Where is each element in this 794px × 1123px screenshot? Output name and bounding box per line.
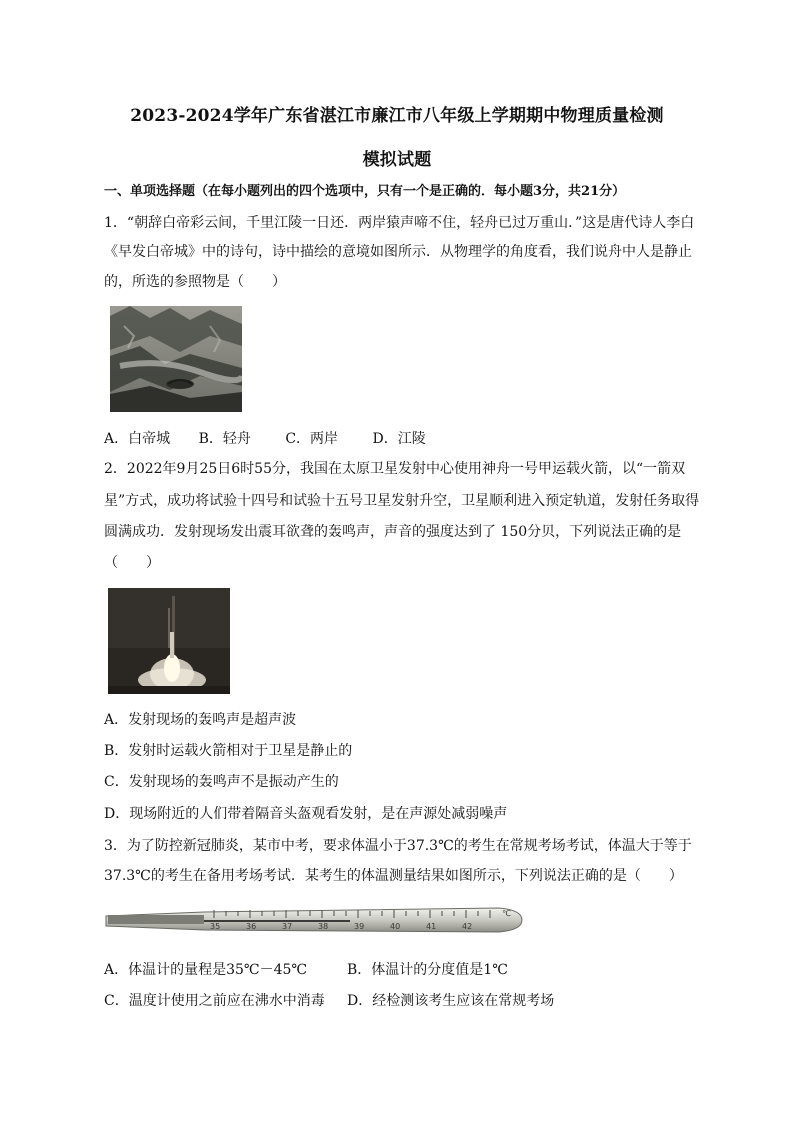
- thermometer-mark-40: 40: [390, 922, 401, 931]
- q3-option-a[interactable]: A．体温计的量程是35℃－45℃: [104, 962, 308, 978]
- section-heading: 一、单项选择题（在每小题列出的四个选项中，只有一个是正确的．每小题3分，共21分）: [104, 184, 626, 199]
- thermometer-mark-37: 37: [282, 922, 293, 931]
- q2-option-c[interactable]: C．发射现场的轰鸣声不是振动产生的: [104, 774, 339, 790]
- thermometer-mark-36: 36: [246, 922, 257, 931]
- document-title: 2023-2024学年广东省湛江市廉江市八年级上学期期中物理质量检测: [130, 106, 664, 126]
- q3-text-line2: 37.3℃的考生在备用考场考试．某考生的体温测量结果如图所示，下列说法正确的是（ ）: [104, 868, 683, 884]
- q2-text-line3: 圆满成功．发射现场发出震耳欲聋的轰鸣声，声音的强度达到了 150分贝，下列说法正确的是: [104, 524, 682, 540]
- q1-text-line2: 《早发白帝城》中的诗句，诗中描绘的意境如图所示．从物理学的角度看，我们说舟中人是静止: [104, 244, 692, 260]
- q1-option-d[interactable]: D．江陵: [372, 431, 426, 447]
- q2-option-a[interactable]: A．发射现场的轰鸣声是超声波: [104, 712, 297, 728]
- q2-option-d[interactable]: D．现场附近的人们带着隔音头盔观看发射，是在声源处减弱噪声: [104, 806, 508, 822]
- thermometer-mark-38: 38: [318, 922, 329, 931]
- thermometer-mark-35: 35: [210, 922, 221, 931]
- q3-option-c[interactable]: C．温度计使用之前应在沸水中消毒: [104, 993, 325, 1009]
- thermometer-mark-39: 39: [354, 922, 365, 931]
- q3-thermometer-image: [104, 900, 526, 938]
- q3-option-d[interactable]: D．经检测该考生应该在常规考场: [347, 993, 555, 1009]
- thermometer-mark-41: 41: [426, 922, 437, 931]
- q2-option-b[interactable]: B．发射时运载火箭相对于卫星是静止的: [104, 743, 353, 759]
- q1-options: [104, 429, 426, 449]
- q1-text-line1: 1．“朝辞白帝彩云间，千里江陵一日还．两岸猿声啼不住，轻舟已过万重山．”这是唐代诗人李白: [104, 215, 695, 231]
- q1-option-b[interactable]: B．轻舟: [198, 431, 251, 447]
- q1-option-a[interactable]: A．白帝城: [104, 431, 171, 447]
- q1-option-c[interactable]: C．两岸: [285, 431, 339, 447]
- q3-option-b[interactable]: B．体温计的分度值是1℃: [347, 962, 508, 978]
- q3-text-line1: 3．为了防控新冠肺炎，某市中考，要求体温小于37.3℃的考生在常规考场考试，体温大于等于: [104, 838, 692, 854]
- q1-text-line3: 的，所选的参照物是（ ）: [104, 274, 286, 290]
- document-subtitle: 模拟试题: [362, 150, 432, 170]
- q1-landscape-image: [110, 306, 242, 412]
- q2-text-line1: 2．2022年9月25日6时55分，我国在太原卫星发射中心使用神舟一号甲运载火箭，以“一箭双: [104, 461, 686, 477]
- thermometer-mark-42: 42: [462, 922, 473, 931]
- q2-text-line2: 星”方式，成功将试验十四号和试验十五号卫星发射升空，卫星顺利进入预定轨道，发射任务取得: [104, 493, 700, 509]
- q2-text-line4: （ ）: [104, 555, 160, 571]
- q2-rocket-launch-image: [108, 588, 230, 694]
- thermometer-unit: ℃: [502, 909, 511, 918]
